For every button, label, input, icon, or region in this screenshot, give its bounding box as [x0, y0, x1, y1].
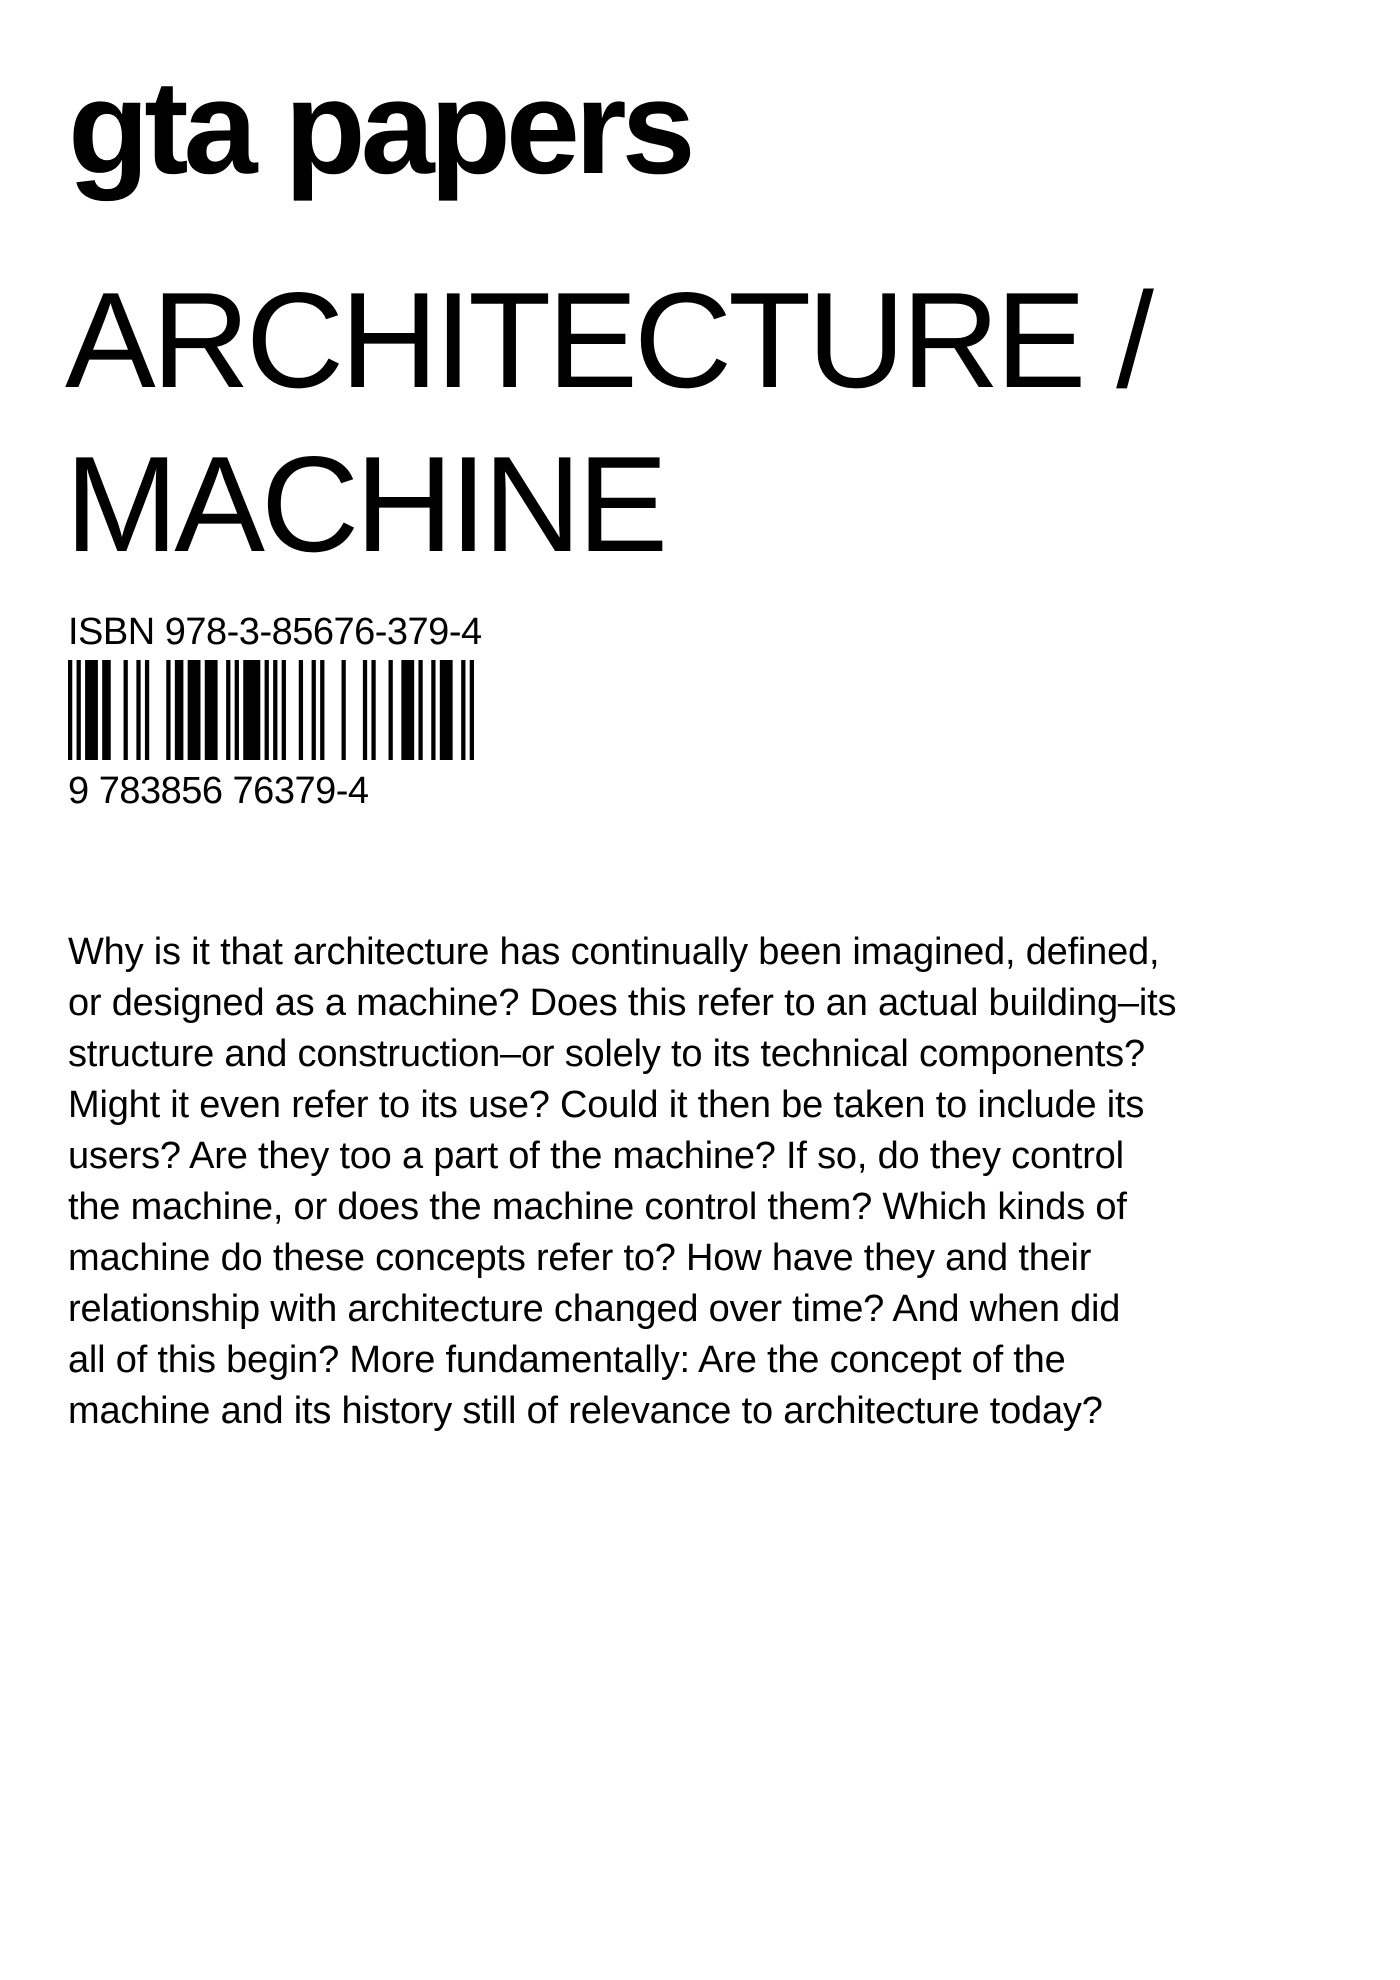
blurb-line: relationship with architecture changed over time? And when did	[68, 1288, 1121, 1330]
barcode-bar	[77, 660, 81, 760]
barcode-bar	[102, 660, 111, 760]
barcode-bar	[235, 660, 239, 760]
barcode-number: 9 783856 76379-4	[68, 770, 369, 812]
blurb-line: machine and its history still of relevance to architecture today?	[68, 1390, 1103, 1432]
barcode-bar	[389, 660, 393, 760]
book-title-line-2: MACHINE	[65, 428, 665, 580]
barcode-bar	[205, 660, 218, 760]
blurb-line: the machine, or does the machine control them? Which kinds of	[68, 1186, 1127, 1228]
series-title: gta papers	[68, 54, 691, 202]
barcode-bar	[312, 660, 316, 760]
barcode	[68, 660, 474, 760]
barcode-bar	[440, 660, 453, 760]
barcode-bar	[363, 660, 367, 760]
barcode-bar	[401, 660, 414, 760]
blurb	[68, 927, 1358, 1437]
barcode-bar	[68, 660, 72, 760]
barcode-bar	[299, 660, 303, 760]
barcode-bar	[470, 660, 474, 760]
barcode-bar	[371, 660, 375, 760]
blurb-line: users? Are they too a part of the machine? If so, do they control	[68, 1135, 1124, 1177]
barcode-bar	[282, 660, 286, 760]
barcode-bar	[461, 660, 465, 760]
barcode-bar	[418, 660, 422, 760]
barcode-bar	[175, 660, 184, 760]
barcode-bar	[273, 660, 277, 760]
barcode-bar	[265, 660, 269, 760]
barcode-bar	[166, 660, 170, 760]
barcode-bar	[145, 660, 149, 760]
barcode-bar	[243, 660, 260, 760]
blurb-line: Why is it that architecture has continually been imagined, defined,	[68, 931, 1160, 973]
barcode-bar	[124, 660, 128, 760]
blurb-line: machine do these concepts refer to? How have they and their	[68, 1237, 1092, 1279]
barcode-bar	[342, 660, 346, 760]
barcode-bar	[226, 660, 230, 760]
blurb-line: all of this begin? More fundamentally: Are the concept of the	[68, 1339, 1066, 1381]
isbn-label: ISBN 978-3-85676-379-4	[68, 611, 482, 653]
barcode-bar	[85, 660, 98, 760]
blurb-line: Might it even refer to its use? Could it then be taken to include its	[68, 1084, 1145, 1126]
barcode-bar	[431, 660, 435, 760]
barcode-bar	[188, 660, 201, 760]
blurb-line: or designed as a machine? Does this refer to an actual building–its	[68, 982, 1177, 1024]
barcode-bar	[320, 660, 324, 760]
book-title-line-1: ARCHITECTURE /	[65, 264, 1150, 416]
blurb-line: structure and construction–or solely to its technical components?	[68, 1033, 1145, 1075]
barcode-bar	[136, 660, 140, 760]
